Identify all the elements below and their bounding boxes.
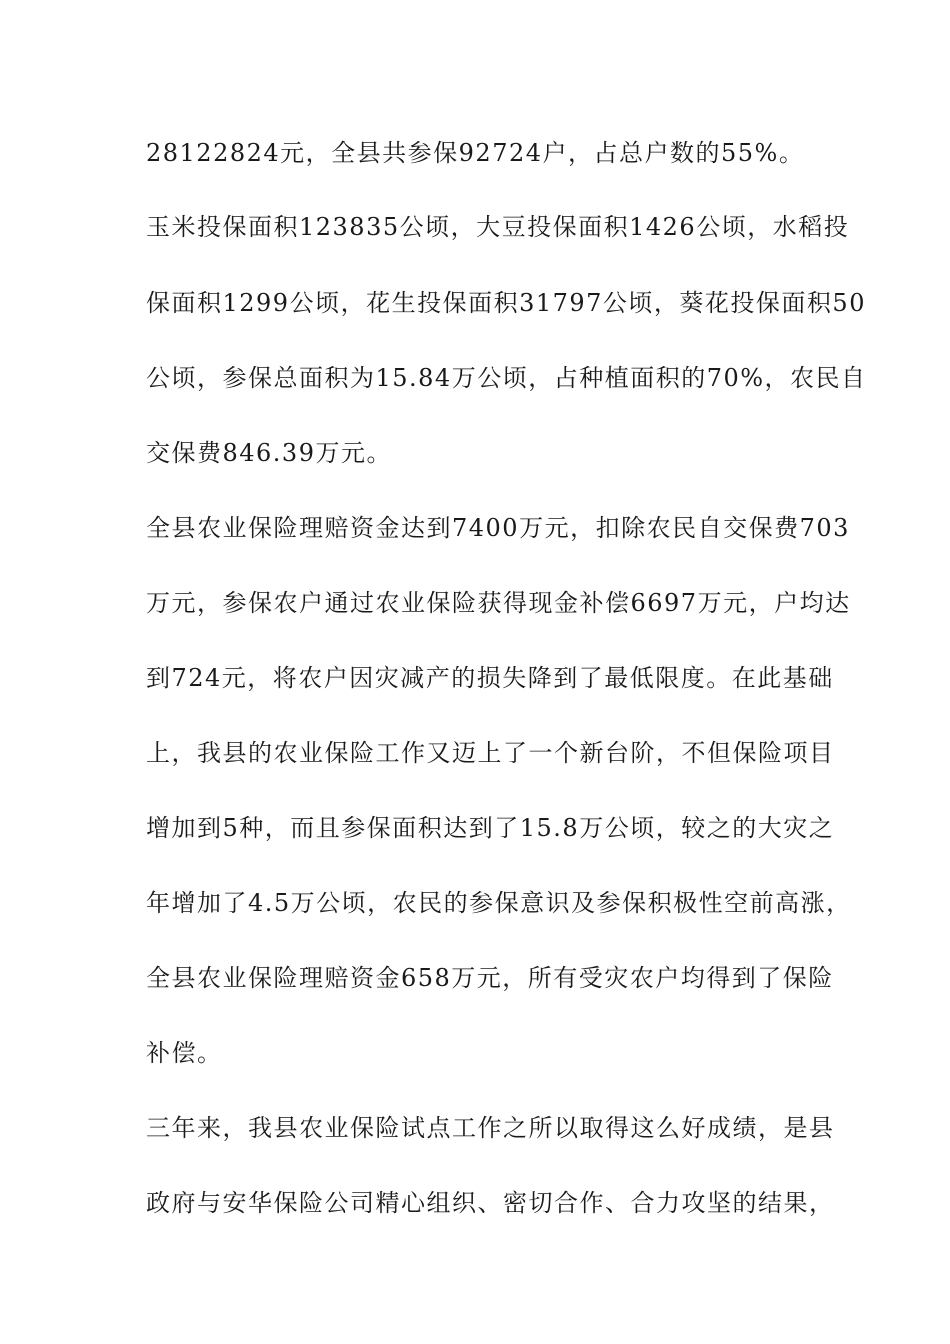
- text-line: 政府与安华保险公司精心组织、密切合作、合力攻坚的结果，: [146, 1189, 835, 1217]
- text-line: 上，我县的农业保险工作又迈上了一个新台阶，不但保险项目: [146, 739, 835, 767]
- text-line: 到724元，将农户因灾减产的损失降到了最低限度。在此基础: [146, 664, 834, 692]
- text-line: 玉米投保面积123835公顷，大豆投保面积1426公顷，水稻投: [146, 213, 850, 241]
- text-line: 万元，参保农户通过农业保险获得现金补偿6697万元，户均达: [146, 589, 851, 617]
- text-line: 三年来，我县农业保险试点工作之所以取得这么好成绩，是县: [146, 1114, 835, 1142]
- text-line: 28122824元，全县共参保92724户，占总户数的55%。: [146, 139, 805, 167]
- text-line: 年增加了4.5万公顷，农民的参保意识及参保积极性空前高涨，: [146, 889, 852, 917]
- text-line: 交保费846.39万元。: [146, 439, 392, 467]
- text-line: 全县农业保险理赔资金达到7400万元，扣除农民自交保费703: [146, 514, 850, 542]
- text-line: 保面积1299公顷，花生投保面积31797公顷，葵花投保面积50: [146, 289, 866, 317]
- text-line: 补偿。: [146, 1039, 223, 1067]
- text-line: 增加到5种，而且参保面积达到了15.8万公顷，较之的大灾之: [146, 814, 835, 842]
- text-line: 全县农业保险理赔资金658万元，所有受灾农户均得到了保险: [146, 964, 834, 992]
- text-line: 公顷，参保总面积为15.84万公顷，占种植面积的70%，农民自: [146, 364, 867, 392]
